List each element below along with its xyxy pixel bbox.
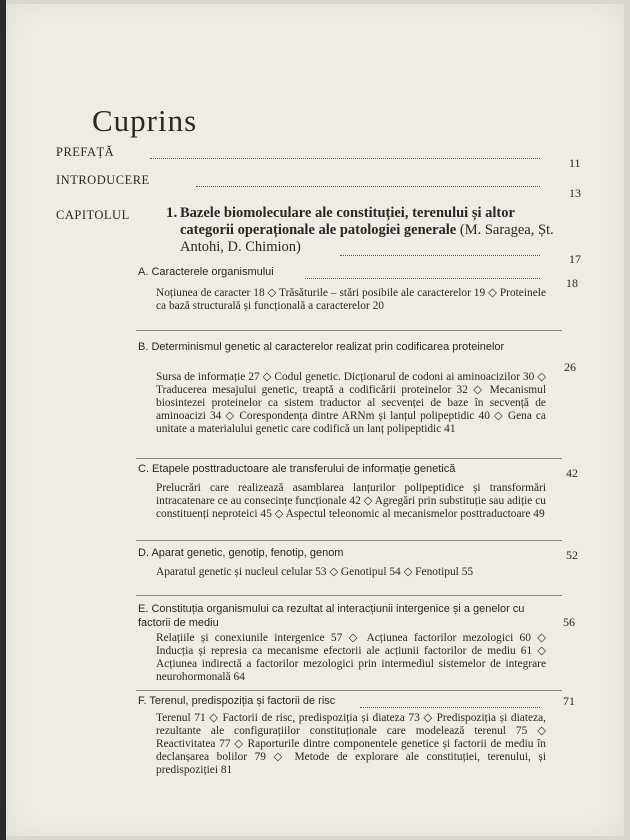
section-c-title: C. Etapele posttraductoare ale transferului de informație genetică	[138, 463, 456, 475]
section-d-title: D. Aparat genetic, genotip, fenotip, genom	[138, 547, 344, 559]
section-page-number: 56	[563, 615, 575, 629]
section-divider	[136, 330, 562, 331]
section-b-title: B. Determinismul genetic al caracterelor realizat prin codificarea proteinelor	[138, 341, 505, 353]
toc-entry-label: INTRODUCERE	[56, 173, 150, 187]
section-a-body: Noțiunea de caracter 18 ◇ Trăsăturile – stări posibile ale caracterelor 19 ◇ Proteinele ca bază structurală și funcțională a caracterelor 20	[156, 287, 546, 312]
chapter-label: CAPITOLUL	[56, 208, 130, 222]
section-divider	[136, 458, 562, 459]
chapter-title	[180, 205, 560, 256]
section-page-number: 52	[566, 548, 578, 562]
toc-entry-label: PREFAȚĂ	[56, 145, 115, 159]
dot-leader	[305, 278, 540, 279]
dot-leader	[340, 255, 540, 256]
section-divider	[136, 690, 562, 691]
page-title: Cuprins	[92, 102, 198, 138]
section-f-body: Terenul 71 ◇ Factorii de risc, predispoziția și diateza 73 ◇ Predispoziția și diateza, rezultante ale configurațiilor constituționale care modelează terenul 75 ◇ Reactivitatea 77 ◇ Raporturile dintre componentele genetice și factorii de mediu în declanșarea bolilor 79 ◇ Metode de explorare ale constituției, terenului, și predispoziției 81	[156, 712, 546, 776]
chapter-number: 1.	[166, 205, 178, 221]
chapter-page-number: 17	[569, 252, 581, 266]
section-f-title: F. Terenul, predispoziția și factorii de risc	[138, 695, 336, 707]
dot-leader	[150, 158, 540, 159]
section-e-title: E. Constituția organismului ca rezultat al interacțiunii intergenice și a genelor cu factorii de mediu	[138, 603, 525, 629]
chapter-authors: (M. Saragea, Șt. Antohi, D. Chimion)	[180, 222, 554, 255]
dot-leader	[360, 707, 540, 708]
chapter-title-text: Bazele biomoleculare ale constituției, terenului și altor categorii operaționale ale patologiei generale	[180, 205, 515, 238]
section-page-number: 18	[566, 276, 578, 290]
section-c-body: Prelucrări care realizează asamblarea lanțurilor polipeptidice și transformări intracatenare ce au consecințe funcționale 42 ◇ Agregări prin substituție sau adiție cu constituenți neproteici 45 ◇ Aspectul teleonomic al mecanismelor posttraductoare 49	[156, 482, 546, 520]
section-page-number: 42	[566, 466, 578, 480]
section-d-body: Aparatul genetic și nucleul celular 53 ◇ Genotipul 54 ◇ Fenotipul 55	[156, 566, 474, 578]
toc-page-number: 11	[569, 156, 581, 170]
section-page-number: 71	[563, 694, 575, 708]
section-e-body: Relațiile și conexiunile intergenice 57 ◇ Acțiunea factorilor mezologici 60 ◇ Inducția și represia ca mecanisme efectorii ale acțiunii factorilor de mediu 61 ◇ Acțiunea indirectă a factorilor mezologici prin intermediul sistemelor de integrare neurohormonală 64	[156, 632, 546, 683]
section-divider	[136, 595, 562, 596]
section-divider	[136, 540, 562, 541]
toc-page-number: 13	[569, 186, 581, 200]
section-b-body: Sursa de informație 27 ◇ Codul genetic. Dicționarul de codoni ai aminoacizilor 30 ◇ Traducerea mesajului genetic, treaptă a codificării proteinelor 32 ◇ Mecanismul biosintezei proteinelor ca sistem traductor al secvenței de baze în secvență de aminoacizi 34 ◇ Corespondența dintre ARNm și lanțul polipeptidic 40 ◇ Gena ca unitate a materialului genetic care codifică un lanț polipeptidic 41	[156, 371, 546, 435]
section-a-title: A. Caracterele organismului	[138, 266, 274, 278]
section-page-number: 26	[564, 360, 576, 374]
dot-leader	[196, 186, 540, 187]
